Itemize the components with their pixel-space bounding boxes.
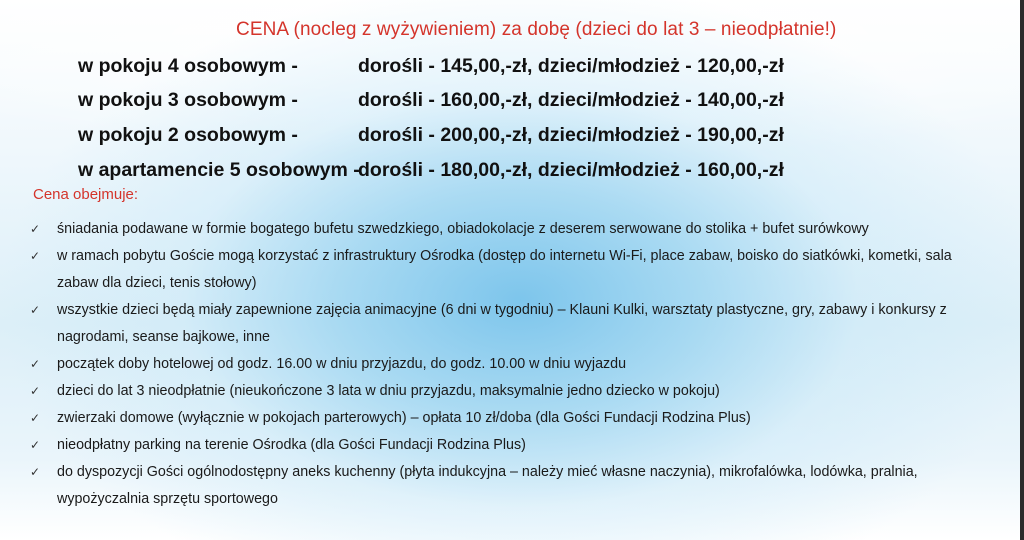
- list-item-text: zwierzaki domowe (wyłącznie w pokojach parterowych) – opłata 10 zł/doba (dla Gości Fundacji Rodzina Plus): [57, 410, 751, 426]
- list-item: [30, 351, 990, 378]
- list-item: [30, 378, 990, 405]
- list-item-text: śniadania podawane w formie bogatego bufetu szwedzkiego, obiadokolacje z deserem serwowane do stolika + bufet surówkowy: [57, 221, 869, 237]
- checkmark-icon: ✓: [30, 465, 41, 479]
- room-prices: dorośli - 180,00,-zł, dzieci/młodzież - 160,00,-zł: [358, 159, 784, 181]
- checkmark-icon: ✓: [30, 249, 41, 263]
- list-item-text: nieodpłatny parking na terenie Ośrodka (dla Gości Fundacji Rodzina Plus): [57, 437, 526, 453]
- checkmark-icon: ✓: [30, 438, 41, 452]
- list-item-text: dzieci do lat 3 nieodpłatnie (nieukończone 3 lata w dniu przyjazdu, maksymalnie jedno dziecko w pokoju): [57, 383, 720, 399]
- list-item: [30, 297, 990, 351]
- checkmark-icon: ✓: [30, 384, 41, 398]
- checkmark-icon: ✓: [30, 303, 41, 317]
- room-type-label: w pokoju 3 osobowym -: [78, 89, 298, 111]
- checkmark-icon: ✓: [30, 411, 41, 425]
- list-item-text: początek doby hotelowej od godz. 16.00 w dniu przyjazdu, do godz. 10.00 w dniu wyjazdu: [57, 356, 627, 372]
- list-item-text: wszystkie dzieci będą miały zapewnione zajęcia animacyjne (6 dni w tygodniu) – Klauni Kulki, warsztaty plastyczne, gry, zabawy i konkursy z nagrodami, seanse bajkowe, inne: [57, 302, 947, 345]
- room-type-label: w pokoju 2 osobowym -: [78, 124, 298, 146]
- includes-title: Cena obejmuje:: [33, 186, 139, 203]
- room-type-label: w pokoju 4 osobowym -: [78, 55, 298, 77]
- includes-list: [30, 216, 990, 513]
- list-item: [30, 432, 990, 459]
- list-item: [30, 243, 990, 297]
- checkmark-icon: ✓: [30, 357, 41, 371]
- right-border: [1020, 0, 1024, 540]
- room-prices: dorośli - 200,00,-zł, dzieci/młodzież - 190,00,-zł: [358, 124, 784, 146]
- list-item-text: w ramach pobytu Goście mogą korzystać z infrastruktury Ośrodka (dostęp do internetu Wi-Fi, place zabaw, boisko do siatkówki, kometki, sala zabaw dla dzieci, tenis stołowy): [57, 248, 952, 291]
- room-type-label: w apartamencie 5 osobowym -: [78, 159, 360, 181]
- list-item: [30, 459, 990, 513]
- checkmark-icon: ✓: [30, 222, 41, 236]
- room-prices: dorośli - 160,00,-zł, dzieci/młodzież - 140,00,-zł: [358, 89, 784, 111]
- list-item-text: do dyspozycji Gości ogólnodostępny aneks kuchenny (płyta indukcyjna – należy mieć własne naczynia), mikrofalówka, lodówka, pralnia, wypożyczalnia sprzętu sportowego: [57, 464, 918, 507]
- list-item: [30, 216, 990, 243]
- room-prices: dorośli - 145,00,-zł, dzieci/młodzież - 120,00,-zł: [358, 55, 784, 77]
- price-header: CENA (nocleg z wyżywieniem) za dobę (dzieci do lat 3 – nieodpłatnie!): [236, 19, 837, 40]
- list-item: [30, 405, 990, 432]
